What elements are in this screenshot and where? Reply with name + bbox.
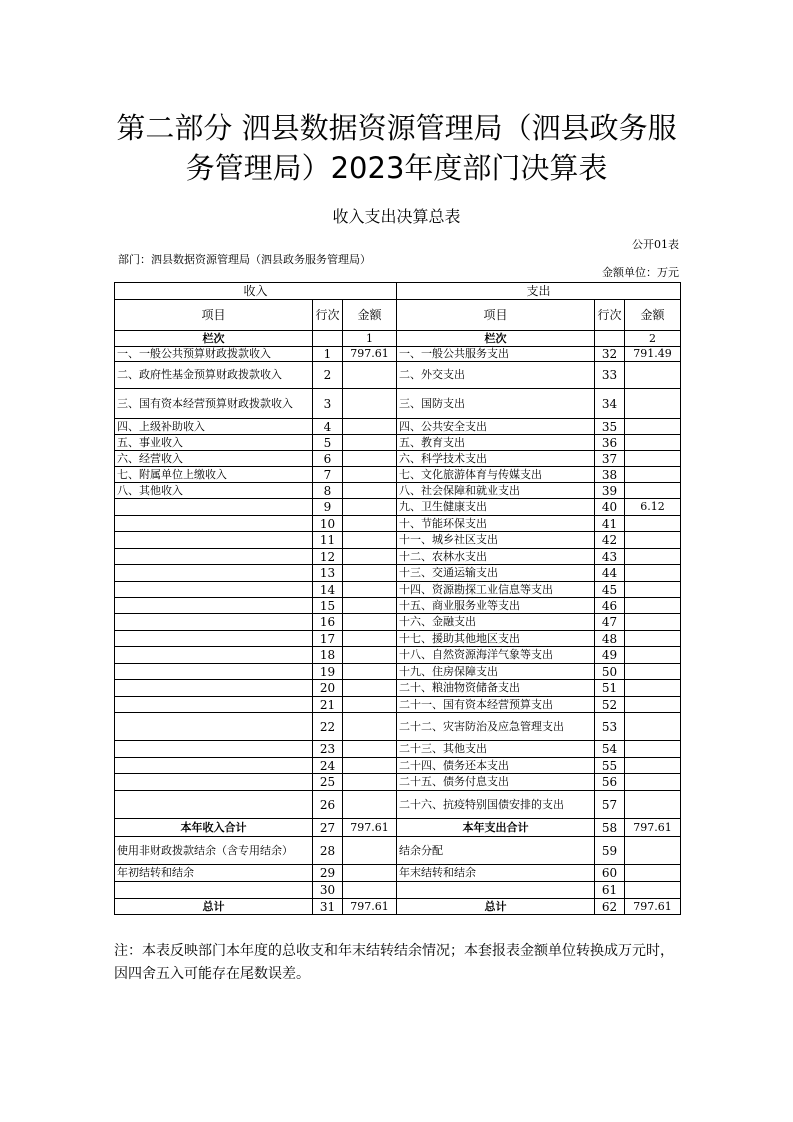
expense-item-cell: 八、社会保障和就业支出 <box>397 483 595 499</box>
expense-item-cell: 十一、城乡社区支出 <box>397 532 595 549</box>
income-amount-cell <box>343 419 397 435</box>
income-line-cell: 24 <box>313 758 343 774</box>
income-amount-cell <box>343 758 397 774</box>
table-row <box>115 664 681 680</box>
income-item-cell: 本年收入合计 <box>115 819 313 837</box>
table-row <box>115 532 681 549</box>
income-amount-cell <box>343 647 397 664</box>
income-item-cell: 一、一般公共预算财政拨款收入 <box>115 347 313 362</box>
expense-line-cell: 60 <box>595 865 625 882</box>
income-line-cell: 28 <box>313 837 343 865</box>
table-row <box>115 419 681 435</box>
expense-amount-cell <box>625 549 681 565</box>
table-row <box>115 362 681 389</box>
income-item-cell: 三、国有资本经营预算财政拨款收入 <box>115 389 313 419</box>
expense-line-cell: 47 <box>595 614 625 631</box>
income-amount-cell <box>343 791 397 819</box>
expense-amount-cell: 791.49 <box>625 347 681 362</box>
income-line-cell: 6 <box>313 451 343 467</box>
expense-amount-cell <box>625 582 681 598</box>
income-amount-cell <box>343 837 397 865</box>
income-amount-cell <box>343 362 397 389</box>
income-amount-cell <box>343 713 397 741</box>
expense-item-cell: 十二、农林水支出 <box>397 549 595 565</box>
income-line-cell: 5 <box>313 435 343 451</box>
expense-line-cell: 37 <box>595 451 625 467</box>
income-line-cell: 14 <box>313 582 343 598</box>
income-line-cell: 31 <box>313 899 343 915</box>
table-row <box>115 741 681 758</box>
income-item-cell <box>115 774 313 791</box>
expense-item-cell <box>397 882 595 899</box>
income-line-cell: 11 <box>313 532 343 549</box>
expense-line-cell: 52 <box>595 697 625 713</box>
income-line-cell: 9 <box>313 499 343 516</box>
income-item-header: 项目 <box>115 300 313 331</box>
income-amount-cell <box>343 435 397 451</box>
header-row-sections <box>115 283 681 300</box>
income-item-cell <box>115 565 313 582</box>
expense-line-cell: 62 <box>595 899 625 915</box>
income-item-cell: 七、附属单位上缴收入 <box>115 467 313 483</box>
expense-item-cell: 二十一、国有资本经营预算支出 <box>397 697 595 713</box>
income-amount-cell <box>343 516 397 532</box>
expense-amount-cell: 797.61 <box>625 899 681 915</box>
form-number: 公开01表 <box>632 238 679 251</box>
expense-item-cell: 五、教育支出 <box>397 435 595 451</box>
income-line-cell: 2 <box>313 362 343 389</box>
income-amount-header: 金额 <box>343 300 397 331</box>
expense-amount-cell <box>625 467 681 483</box>
income-item-cell: 八、其他收入 <box>115 483 313 499</box>
expense-amount-cell <box>625 664 681 680</box>
expense-item-cell: 九、卫生健康支出 <box>397 499 595 516</box>
income-item-cell <box>115 697 313 713</box>
expense-line-cell: 45 <box>595 582 625 598</box>
income-amount-cell <box>343 499 397 516</box>
income-line-cell: 20 <box>313 680 343 697</box>
expense-amount-cell <box>625 791 681 819</box>
income-line-cell: 10 <box>313 516 343 532</box>
table-row <box>115 631 681 647</box>
expense-item-cell: 本年支出合计 <box>397 819 595 837</box>
expense-amount-cell <box>625 774 681 791</box>
expense-line-cell: 56 <box>595 774 625 791</box>
income-item-cell: 六、经营收入 <box>115 451 313 467</box>
table-row <box>115 899 681 915</box>
expense-line-cell: 48 <box>595 631 625 647</box>
income-item-cell: 年初结转和结余 <box>115 865 313 882</box>
table-row <box>115 347 681 362</box>
expense-amount-cell <box>625 713 681 741</box>
income-item-cell <box>115 791 313 819</box>
table-row <box>115 837 681 865</box>
expense-line-cell: 46 <box>595 598 625 614</box>
income-line-cell: 25 <box>313 774 343 791</box>
expense-amount-cell <box>625 647 681 664</box>
expense-line-cell: 61 <box>595 882 625 899</box>
income-item-cell <box>115 532 313 549</box>
income-amount-cell <box>343 451 397 467</box>
table-row <box>115 598 681 614</box>
income-line-header: 行次 <box>313 300 343 331</box>
income-item-cell <box>115 582 313 598</box>
footnote: 注：本表反映部门本年度的总收支和年末结转结余情况；本套报表金额单位转换成万元时，因四舍五入可能存在尾数误差。 <box>114 943 674 982</box>
expense-line-cell: 43 <box>595 549 625 565</box>
income-amount-cell <box>343 697 397 713</box>
income-amount-cell <box>343 741 397 758</box>
table-row <box>115 882 681 899</box>
income-item-cell <box>115 499 313 516</box>
income-amount-cell <box>343 680 397 697</box>
table-row <box>115 758 681 774</box>
expense-item-cell: 一、一般公共服务支出 <box>397 347 595 362</box>
expense-amount-cell <box>625 631 681 647</box>
income-amount-cell <box>343 582 397 598</box>
expense-item-cell: 总计 <box>397 899 595 915</box>
expense-amount-cell <box>625 516 681 532</box>
table-title: 收入支出决算总表 <box>332 207 461 226</box>
income-line-cell: 21 <box>313 697 343 713</box>
income-item-cell <box>115 614 313 631</box>
expense-line-cell: 57 <box>595 791 625 819</box>
expense-item-cell: 二十三、其他支出 <box>397 741 595 758</box>
expense-line-cell: 42 <box>595 532 625 549</box>
expense-amount-cell: 6.12 <box>625 499 681 516</box>
expense-line-cell: 34 <box>595 389 625 419</box>
header-row-columns <box>115 300 681 331</box>
income-line-cell: 22 <box>313 713 343 741</box>
income-item-cell <box>115 758 313 774</box>
income-col-number: 1 <box>343 331 397 347</box>
income-amount-cell: 797.61 <box>343 899 397 915</box>
title-line-2: 务管理局）2023年度部门决算表 <box>185 151 608 185</box>
table-row <box>115 582 681 598</box>
expense-item-cell: 十六、金融支出 <box>397 614 595 631</box>
income-item-cell <box>115 680 313 697</box>
expense-item-cell: 十四、资源勘探工业信息等支出 <box>397 582 595 598</box>
expense-item-cell: 二十、粮油物资储备支出 <box>397 680 595 697</box>
expense-amount-cell <box>625 532 681 549</box>
expense-amount-cell <box>625 614 681 631</box>
income-line-cell: 17 <box>313 631 343 647</box>
income-line-cell: 13 <box>313 565 343 582</box>
income-line-cell: 26 <box>313 791 343 819</box>
income-item-cell <box>115 664 313 680</box>
income-amount-cell <box>343 483 397 499</box>
table-row <box>115 865 681 882</box>
expense-amount-cell <box>625 389 681 419</box>
expense-line-cell: 41 <box>595 516 625 532</box>
expense-line-cell: 58 <box>595 819 625 837</box>
income-amount-cell <box>343 389 397 419</box>
expense-lanci: 栏次 <box>397 331 595 347</box>
expense-item-cell: 十七、援助其他地区支出 <box>397 631 595 647</box>
income-item-cell <box>115 741 313 758</box>
expense-amount-header: 金额 <box>625 300 681 331</box>
expense-amount-cell <box>625 435 681 451</box>
income-item-cell: 五、事业收入 <box>115 435 313 451</box>
income-amount-cell <box>343 549 397 565</box>
expense-amount-cell <box>625 483 681 499</box>
expense-amount-cell: 797.61 <box>625 819 681 837</box>
expense-amount-cell <box>625 419 681 435</box>
income-item-cell <box>115 882 313 899</box>
expense-amount-cell <box>625 882 681 899</box>
expense-header: 支出 <box>397 283 681 300</box>
table-row <box>115 565 681 582</box>
income-item-cell: 使用非财政拨款结余（含专用结余） <box>115 837 313 865</box>
table-row <box>115 516 681 532</box>
income-line-cell: 27 <box>313 819 343 837</box>
income-amount-cell: 797.61 <box>343 347 397 362</box>
income-line-cell: 19 <box>313 664 343 680</box>
expense-item-cell: 十八、自然资源海洋气象等支出 <box>397 647 595 664</box>
income-amount-cell: 797.61 <box>343 819 397 837</box>
income-line-cell: 16 <box>313 614 343 631</box>
expense-line-cell: 59 <box>595 837 625 865</box>
income-item-cell <box>115 631 313 647</box>
table-row <box>115 467 681 483</box>
expense-line-cell: 55 <box>595 758 625 774</box>
expense-item-cell: 三、国防支出 <box>397 389 595 419</box>
income-item-cell: 总计 <box>115 899 313 915</box>
expense-item-cell: 二十四、债务还本支出 <box>397 758 595 774</box>
expense-line-cell: 51 <box>595 680 625 697</box>
income-amount-cell <box>343 532 397 549</box>
income-item-cell <box>115 713 313 741</box>
table-row <box>115 647 681 664</box>
table-row <box>115 451 681 467</box>
amount-unit-label: 金额单位：万元 <box>602 266 679 279</box>
income-header: 收入 <box>115 283 397 300</box>
expense-amount-cell <box>625 837 681 865</box>
income-amount-cell <box>343 774 397 791</box>
expense-amount-cell <box>625 598 681 614</box>
expense-line-cell: 38 <box>595 467 625 483</box>
expense-line-cell: 33 <box>595 362 625 389</box>
income-line-cell: 29 <box>313 865 343 882</box>
title-line-1: 第二部分 泗县数据资源管理局（泗县政务服 <box>116 111 677 145</box>
expense-item-cell: 四、公共安全支出 <box>397 419 595 435</box>
income-item-cell: 二、政府性基金预算财政拨款收入 <box>115 362 313 389</box>
income-item-cell <box>115 647 313 664</box>
empty-cell <box>595 331 625 347</box>
expense-amount-cell <box>625 362 681 389</box>
expense-line-cell: 35 <box>595 419 625 435</box>
expense-amount-cell <box>625 565 681 582</box>
income-line-cell: 8 <box>313 483 343 499</box>
expense-amount-cell <box>625 865 681 882</box>
table-row <box>115 819 681 837</box>
income-amount-cell <box>343 598 397 614</box>
expense-line-cell: 39 <box>595 483 625 499</box>
expense-amount-cell <box>625 741 681 758</box>
income-amount-cell <box>343 882 397 899</box>
expense-item-cell: 六、科学技术支出 <box>397 451 595 467</box>
income-expense-table <box>114 282 681 915</box>
income-item-cell: 四、上级补助收入 <box>115 419 313 435</box>
income-amount-cell <box>343 664 397 680</box>
expense-item-header: 项目 <box>397 300 595 331</box>
income-lanci: 栏次 <box>115 331 313 347</box>
income-line-cell: 23 <box>313 741 343 758</box>
income-item-cell <box>115 549 313 565</box>
expense-item-cell: 年末结转和结余 <box>397 865 595 882</box>
income-line-cell: 18 <box>313 647 343 664</box>
income-line-cell: 4 <box>313 419 343 435</box>
expense-line-cell: 50 <box>595 664 625 680</box>
empty-cell <box>313 331 343 347</box>
department-label: 部门：泗县数据资源管理局（泗县政务服务管理局） <box>118 253 371 266</box>
expense-amount-cell <box>625 758 681 774</box>
income-amount-cell <box>343 565 397 582</box>
expense-item-cell: 十、节能环保支出 <box>397 516 595 532</box>
expense-line-header: 行次 <box>595 300 625 331</box>
expense-line-cell: 40 <box>595 499 625 516</box>
expense-line-cell: 44 <box>595 565 625 582</box>
expense-line-cell: 36 <box>595 435 625 451</box>
income-line-cell: 30 <box>313 882 343 899</box>
income-line-cell: 3 <box>313 389 343 419</box>
table-row <box>115 549 681 565</box>
income-amount-cell <box>343 614 397 631</box>
header-row-lanci <box>115 331 681 347</box>
income-line-cell: 7 <box>313 467 343 483</box>
expense-col-number: 2 <box>625 331 681 347</box>
table-row <box>115 791 681 819</box>
income-line-cell: 1 <box>313 347 343 362</box>
table-body <box>115 283 681 915</box>
expense-amount-cell <box>625 451 681 467</box>
expense-item-cell: 二十五、债务付息支出 <box>397 774 595 791</box>
expense-line-cell: 49 <box>595 647 625 664</box>
table-row <box>115 774 681 791</box>
income-line-cell: 12 <box>313 549 343 565</box>
income-line-cell: 15 <box>313 598 343 614</box>
income-item-cell <box>115 598 313 614</box>
expense-item-cell: 二十六、抗疫特别国债安排的支出 <box>397 791 595 819</box>
expense-item-cell: 二十二、灾害防治及应急管理支出 <box>397 713 595 741</box>
expense-item-cell: 十三、交通运输支出 <box>397 565 595 582</box>
table-row <box>115 713 681 741</box>
income-amount-cell <box>343 467 397 483</box>
table-row <box>115 483 681 499</box>
table-row <box>115 499 681 516</box>
expense-amount-cell <box>625 697 681 713</box>
expense-line-cell: 53 <box>595 713 625 741</box>
table-row <box>115 680 681 697</box>
expense-amount-cell <box>625 680 681 697</box>
income-item-cell <box>115 516 313 532</box>
expense-item-cell: 二、外交支出 <box>397 362 595 389</box>
expense-item-cell: 十九、住房保障支出 <box>397 664 595 680</box>
table-row <box>115 389 681 419</box>
income-amount-cell <box>343 631 397 647</box>
table-row <box>115 435 681 451</box>
income-amount-cell <box>343 865 397 882</box>
expense-line-cell: 54 <box>595 741 625 758</box>
expense-item-cell: 七、文化旅游体育与传媒支出 <box>397 467 595 483</box>
expense-item-cell: 十五、商业服务业等支出 <box>397 598 595 614</box>
table-row <box>115 697 681 713</box>
table-row <box>115 614 681 631</box>
expense-line-cell: 32 <box>595 347 625 362</box>
page-title <box>0 108 793 188</box>
expense-item-cell: 结余分配 <box>397 837 595 865</box>
